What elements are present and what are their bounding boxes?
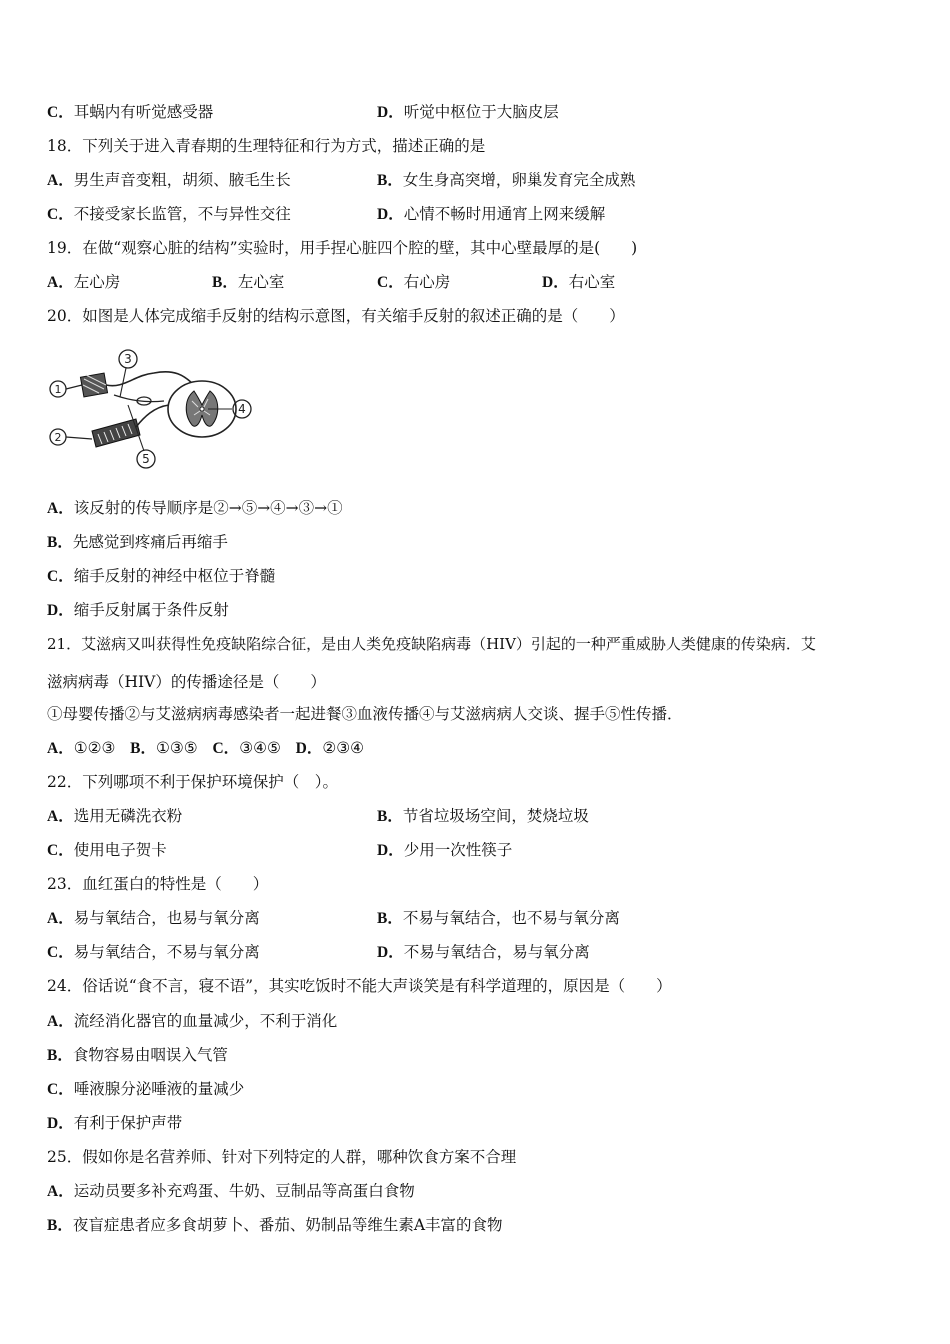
effector-muscle bbox=[92, 419, 140, 447]
q20-option-d: D．缩手反射属于条件反射 bbox=[47, 601, 229, 619]
q24-option-c: C．唾液腺分泌唾液的量减少 bbox=[47, 1080, 245, 1098]
q23-option-a: A．易与氧结合，也易与氧分离 bbox=[47, 909, 260, 927]
q23-stem: 23．血红蛋白的特性是（ ） bbox=[47, 875, 269, 893]
q18-option-c: C．不接受家长监管，不与异性交往 bbox=[47, 205, 291, 223]
q23-option-d: D．不易与氧结合，易与氧分离 bbox=[377, 943, 590, 961]
q19-option-d: D．右心室 bbox=[542, 273, 616, 291]
q20-option-c: C．缩手反射的神经中枢位于脊髓 bbox=[47, 567, 276, 585]
q22-stem: 22．下列哪项不利于保护环境保护（ ）。 bbox=[47, 773, 338, 791]
q17-option-c: C．耳蜗内有听觉感受器 bbox=[47, 103, 214, 121]
q19-option-c: C．右心房 bbox=[377, 273, 451, 291]
q25-stem: 25．假如你是名营养师、针对下列特定的人群，哪种饮食方案不合理 bbox=[47, 1148, 517, 1166]
q18-option-d: D．心情不畅时用通宵上网来缓解 bbox=[377, 205, 606, 223]
receptor-skin bbox=[80, 373, 107, 397]
figure-label-1: 1 bbox=[54, 383, 62, 396]
q23-option-c: C．易与氧结合，不易与氧分离 bbox=[47, 943, 260, 961]
reflex-arc-figure bbox=[44, 345, 264, 475]
q25-option-b: B．夜盲症患者应多食胡萝卜、番茄、奶制品等维生素A丰富的食物 bbox=[47, 1216, 503, 1234]
q20-option-a: A．该反射的传导顺序是②→⑤→④→③→① bbox=[47, 499, 343, 517]
q20-stem: 20．如图是人体完成缩手反射的结构示意图，有关缩手反射的叙述正确的是（ ） bbox=[47, 307, 625, 325]
figure-label-4: 4 bbox=[238, 402, 246, 416]
q25-option-a: A．运动员要多补充鸡蛋、牛奶、豆制品等高蛋白食物 bbox=[47, 1182, 415, 1200]
figure-label-5: 5 bbox=[142, 452, 150, 466]
q22-option-b: B．节省垃圾场空间，焚烧垃圾 bbox=[377, 807, 589, 825]
q19-option-a: A．左心房 bbox=[47, 273, 121, 291]
q17-option-d: D．听觉中枢位于大脑皮层 bbox=[377, 103, 559, 121]
q24-option-d: D．有利于保护声带 bbox=[47, 1114, 183, 1132]
q24-option-a: A．流经消化器官的血量减少，不利于消化 bbox=[47, 1012, 338, 1030]
q21-stem-line1: 21．艾滋病又叫获得性免疫缺陷综合征，是由人类免疫缺陷病毒（HIV）引起的一种严重威胁人类健康的传染病．艾 bbox=[47, 635, 816, 653]
q24-option-b: B．食物容易由咽误入气管 bbox=[47, 1046, 228, 1064]
q19-option-b: B．左心室 bbox=[212, 273, 285, 291]
q23-option-b: B．不易与氧结合，也不易与氧分离 bbox=[377, 909, 620, 927]
q22-option-d: D．少用一次性筷子 bbox=[377, 841, 513, 859]
q24-stem: 24．俗话说“食不言，寝不语”，其实吃饭时不能大声谈笑是有科学道理的，原因是（ ） bbox=[47, 977, 672, 995]
q21-stem-line2: 滋病病毒（HIV）的传播途径是（ ） bbox=[47, 673, 326, 691]
q18-stem: 18．下列关于进入青春期的生理特征和行为方式，描述正确的是 bbox=[47, 137, 486, 155]
figure-label-2: 2 bbox=[54, 431, 62, 444]
q21-items: ①母婴传播②与艾滋病病毒感染者一起进餐③血液传播④与艾滋病病人交谈、握手⑤性传播． bbox=[47, 705, 683, 723]
q19-stem: 19．在做“观察心脏的结构”实验时，用手捏心脏四个腔的壁，其中心壁最厚的是( ) bbox=[47, 239, 638, 257]
q18-option-a: A．男生声音变粗，胡须、腋毛生长 bbox=[47, 171, 291, 189]
figure-label-1-leader bbox=[66, 385, 82, 389]
figure-label-3: 3 bbox=[124, 352, 132, 366]
q21-options: A．①②③ B．①③⑤ C．③④⑤ D．②③④ bbox=[47, 739, 365, 757]
q18-option-b: B．女生身高突增，卵巢发育完全成熟 bbox=[377, 171, 636, 189]
q20-option-b: B．先感觉到疼痛后再缩手 bbox=[47, 533, 228, 551]
sensory-nerve bbox=[106, 372, 194, 386]
figure-label-2-leader bbox=[66, 437, 92, 439]
q22-option-c: C．使用电子贺卡 bbox=[47, 841, 167, 859]
q22-option-a: A．选用无磷洗衣粉 bbox=[47, 807, 183, 825]
